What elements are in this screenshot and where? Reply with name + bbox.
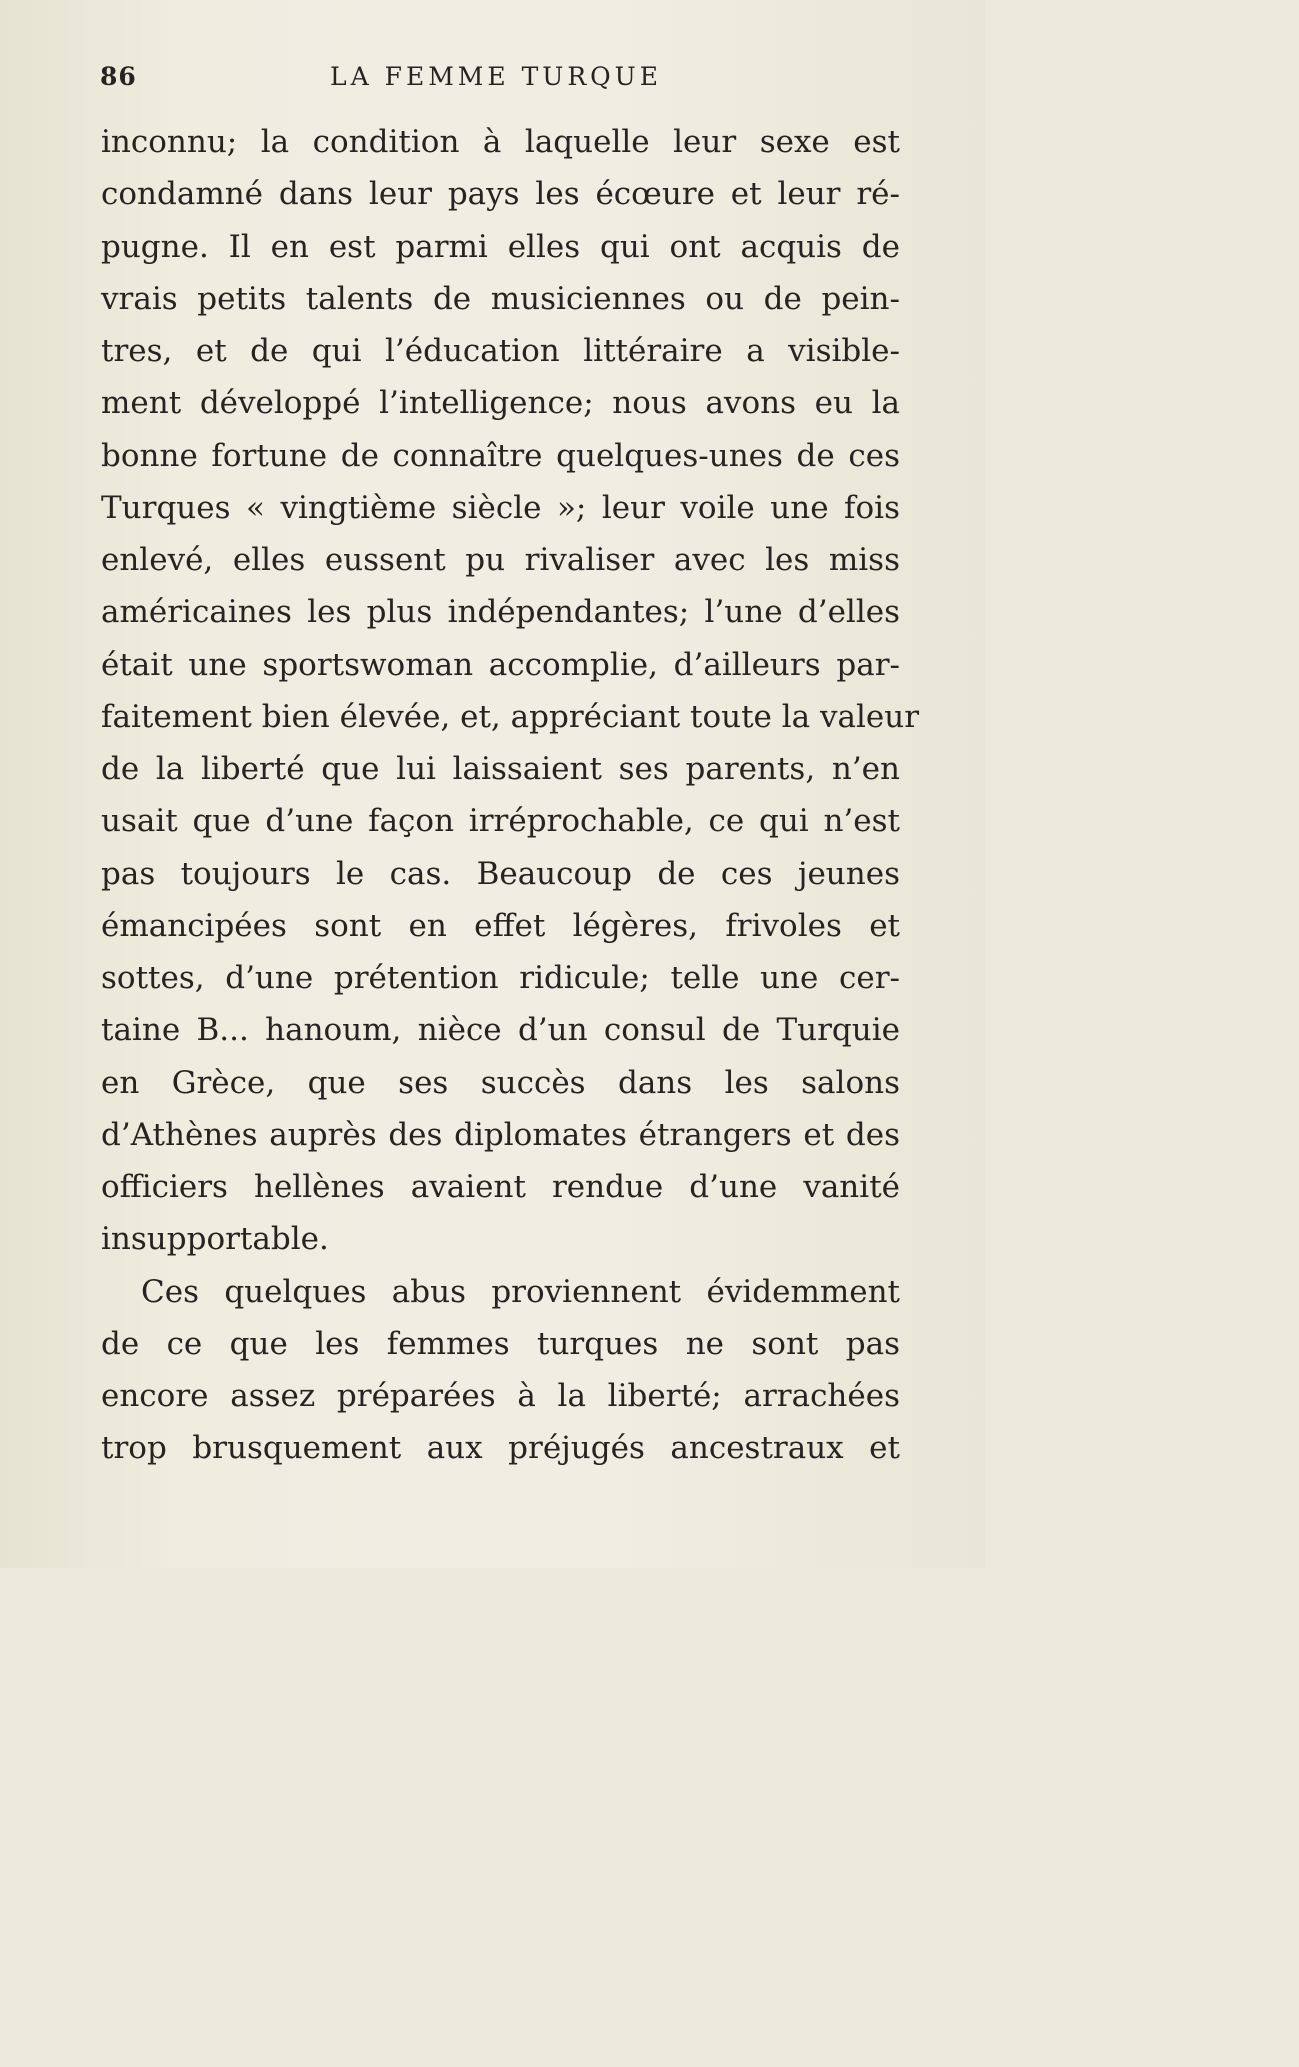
text-line: enlevé, elles eussent pu rivaliser avec les miss	[101, 542, 900, 578]
text-line: tres, et de qui l’éducation littéraire a visible-	[101, 333, 900, 369]
text-line: encore assez préparées à la liberté; arrachées	[101, 1378, 900, 1414]
text-line: officiers hellènes avaient rendue d’une vanité	[101, 1169, 900, 1205]
text-line: taine B... hanoum, nièce d’un consul de Turquie	[101, 1012, 900, 1049]
text-line: pugne. Il en est parmi elles qui ont acquis de	[101, 228, 900, 265]
text-line: bonne fortune de connaître quelques-unes de ces	[101, 437, 900, 474]
text-line: sottes, d’une prétention ridicule; telle une cer-	[101, 960, 900, 996]
text-line: ment développé l’intelligence; nous avons eu la	[101, 385, 900, 422]
text-line: inconnu; la condition à laquelle leur sexe est	[101, 124, 900, 160]
body-text	[101, 116, 920, 1475]
text-line: américaines les plus indépendantes; l’une d’elles	[101, 594, 900, 631]
running-title: LA FEMME TURQUE	[330, 62, 662, 91]
text-line: était une sportswoman accomplie, d’ailleurs par-	[101, 646, 900, 683]
text-line: usait que d’une façon irréprochable, ce qui n’est	[101, 803, 900, 840]
text-line: en Grèce, que ses succès dans les salons	[101, 1064, 900, 1101]
text-line: trop brusquement aux préjugés ancestraux et	[101, 1430, 900, 1467]
text-line: d’Athènes auprès des diplomates étrangers et des	[101, 1116, 900, 1153]
text-line: vrais petits talents de musiciennes ou de pein-	[101, 280, 900, 317]
text-line: émancipées sont en effet légères, frivoles et	[101, 907, 900, 944]
text-line: faitement bien élevée, et, appréciant toute la valeur	[101, 698, 920, 735]
text-line: condamné dans leur pays les écœure et leur ré-	[101, 176, 900, 213]
running-head	[100, 62, 900, 98]
text-line: de la liberté que lui laissaient ses parents, n’en	[101, 751, 900, 787]
text-line: pas toujours le cas. Beaucoup de ces jeunes	[101, 855, 900, 892]
page-number: 86	[100, 62, 137, 91]
paragraph-end-line: insupportable.	[101, 1221, 329, 1258]
paragraph-start-line: Ces quelques abus proviennent évidemment	[141, 1273, 900, 1310]
text-line: de ce que les femmes turques ne sont pas	[101, 1325, 900, 1362]
text-line: Turques « vingtième siècle »; leur voile une fois	[101, 489, 900, 526]
